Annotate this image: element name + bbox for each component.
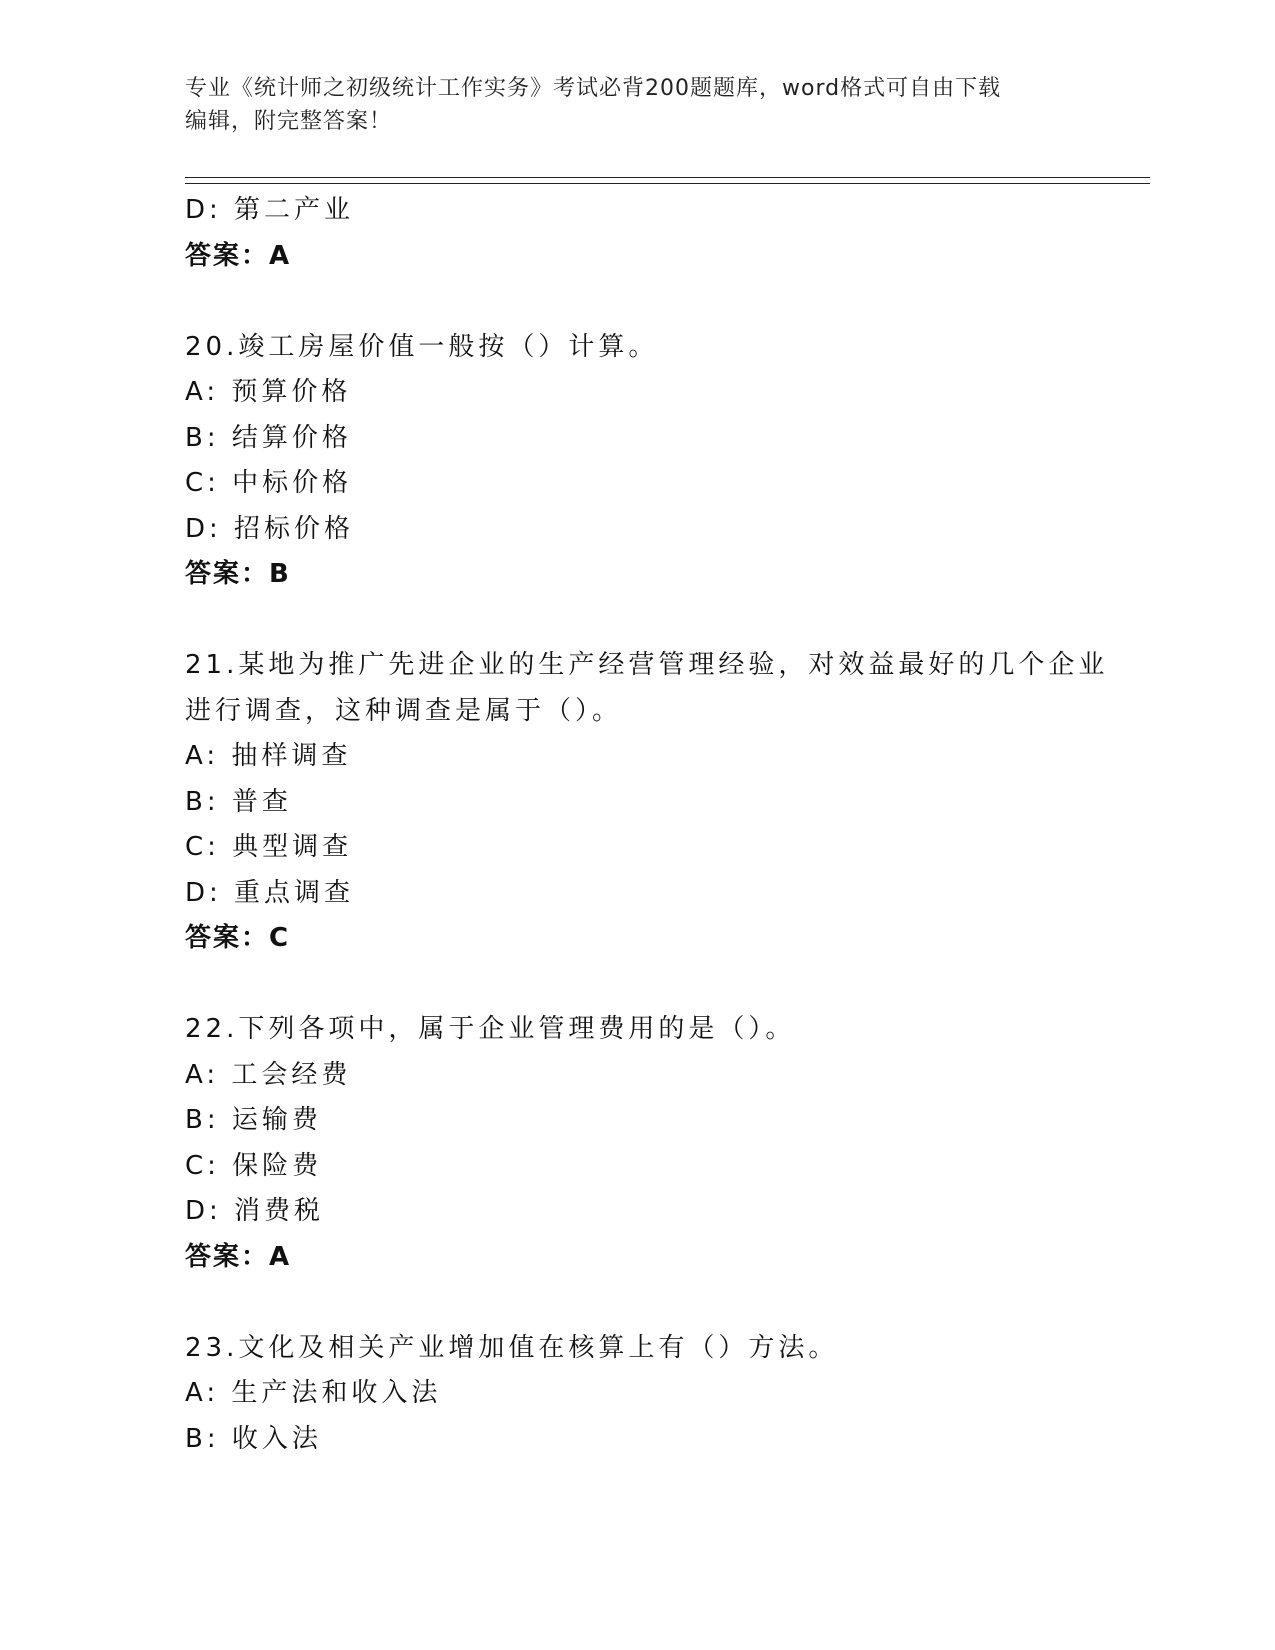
option-d: D: 招标价格 (185, 513, 355, 544)
answer: 答案：B (185, 559, 291, 589)
option-b: B: 运输费 (185, 1105, 322, 1135)
option-a: A: 工会经费 (185, 1059, 352, 1090)
option-b: B: 结算价格 (185, 422, 352, 453)
document-header (185, 72, 1085, 138)
option-a: A: 生产法和收入法 (185, 1378, 442, 1408)
header-title-line1: 专业《统计师之初级统计工作实务》考试必背200题题库，word格式可自由下载 (185, 76, 1002, 101)
option-c: C: 保险费 (185, 1150, 323, 1181)
header-title-line2: 编辑，附完整答案！ (185, 109, 393, 134)
question-list (185, 188, 1145, 1462)
question-stem: 20.竣工房屋价值一般按（）计算。 (185, 331, 659, 362)
option-b: B: 普查 (185, 786, 292, 817)
answer: 答案：C (185, 923, 291, 953)
question-stem-line2: 进行调查，这种调查是属于（）。 (185, 695, 623, 726)
spacer (185, 962, 1145, 1008)
option-d: D: 消费税 (185, 1196, 325, 1226)
question-stem: 23.文化及相关产业增加值在核算上有（）方法。 (185, 1332, 839, 1363)
question-19-fragment (185, 188, 1145, 279)
option-d: D: 第二产业 (185, 195, 355, 225)
option-c: C: 典型调查 (185, 832, 353, 862)
option-a: A: 预算价格 (185, 377, 352, 407)
question-22 (185, 1007, 1145, 1280)
option-d: D: 重点调查 (185, 877, 355, 908)
spacer (185, 1280, 1145, 1326)
header-divider (185, 177, 1150, 184)
question-20 (185, 325, 1145, 598)
option-b: B: 收入法 (185, 1423, 322, 1454)
option-c: C: 中标价格 (185, 468, 353, 498)
question-21 (185, 643, 1145, 962)
question-23 (185, 1326, 1145, 1463)
question-stem: 22.下列各项中，属于企业管理费用的是（）。 (185, 1014, 796, 1044)
option-a: A: 抽样调查 (185, 741, 352, 771)
spacer (185, 598, 1145, 644)
question-stem-line1: 21.某地为推广先进企业的生产经营管理经验，对效益最好的几个企业 (185, 650, 1109, 680)
answer: 答案：A (185, 1241, 292, 1272)
spacer (185, 279, 1145, 325)
answer: 答案：A (185, 240, 292, 271)
